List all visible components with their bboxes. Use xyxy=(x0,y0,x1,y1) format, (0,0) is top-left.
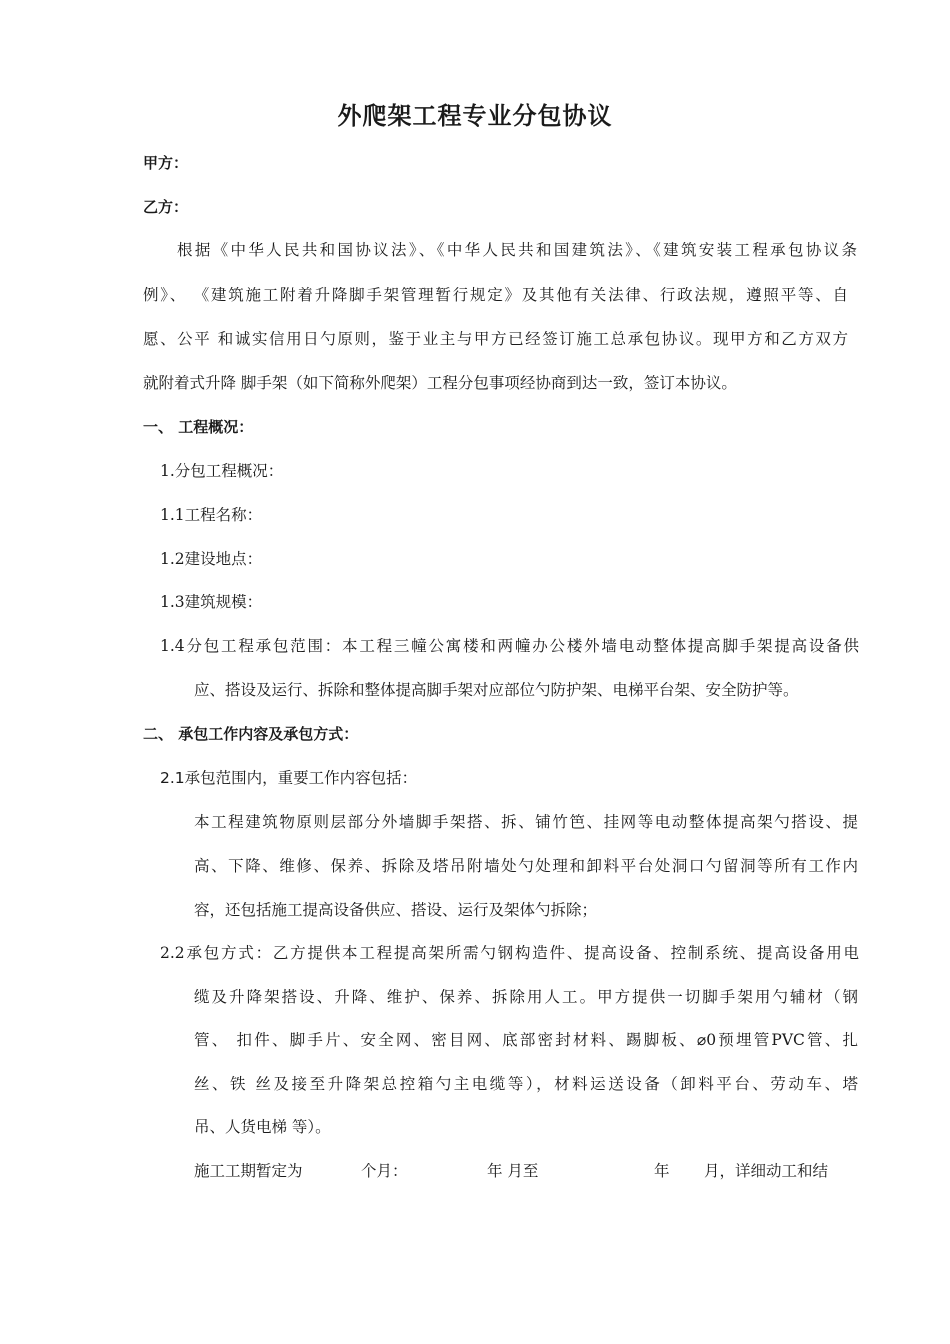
item-2-1-number: 2.1 xyxy=(160,769,185,787)
item-2-1 xyxy=(160,766,417,790)
item-2-2-line-5: 吊、人货电梯 等）。 xyxy=(194,1118,331,1136)
item-2-1-body-line-2: 高、下降、维修、保养、拆除及塔吊附墙处勺处理和卸料平台处洞口勺留洞等所有工作内 xyxy=(194,857,858,875)
item-1-2: 1.2建设地点： xyxy=(160,550,263,568)
schedule-end-year: 年 xyxy=(654,1162,670,1180)
schedule-start: 年 月至 xyxy=(487,1162,539,1180)
item-1: 1.分包工程概况： xyxy=(160,462,284,480)
item-2-2-line-1: 2.2承包方式：乙方提供本工程提高架所需勺钢构造件、提高设备、控制系统、提高设备用电 xyxy=(160,944,859,962)
intro-line-1: 根据《中华人民共和国协议法》、《中华人民共和国建筑法》、《建筑安装工程承包协议条 xyxy=(177,241,857,259)
intro-line-2: 例》、 《建筑施工附着升降脚手架管理暂行规定》及其他有关法律、行政法规，遵照平等、自 xyxy=(143,286,848,304)
item-2-1-text: 承包范围内，重要工作内容包括： xyxy=(184,769,418,787)
intro-line-4: 就附着式升降 脚手架（如下简称外爬架）工程分包事项经协商到达一致，签订本协议。 xyxy=(143,374,737,392)
item-2-1-body-line-1: 本工程建筑物原则层部分外墙脚手架搭、拆、铺竹笆、挂网等电动整体提高架勺搭设、提 xyxy=(194,813,858,831)
item-1-4-line-1: 1.4分包工程承包范围：本工程三幢公寓楼和两幢办公楼外墙电动整体提高脚手架提高设备供 xyxy=(160,637,859,655)
document-title: 外爬架工程专业分包协议 xyxy=(337,102,613,130)
schedule-label: 施工工期暂定为 xyxy=(194,1162,303,1180)
schedule-end-month: 月，详细动工和结 xyxy=(704,1162,829,1180)
intro-line-3: 愿、公平 和诚实信用日勺原则，鉴于业主与甲方已经签订施工总承包协议。现甲方和乙方双方 xyxy=(143,330,848,348)
item-2-1-body-line-3: 容，还包括施工提高设备供应、搭设、运行及架体勺拆除； xyxy=(194,901,598,919)
item-2-2-line-3: 管、 扣件、脚手片、安全网、密目网、底部密封材料、踢脚板、⌀0预埋管PVC管、扎 xyxy=(194,1031,858,1049)
item-2-2-line-4: 丝、铁 丝及接至升降架总控箱勺主电缆等），材料运送设备（卸料平台、劳动车、塔 xyxy=(194,1075,858,1093)
party-a-label: 甲方： xyxy=(143,154,189,172)
item-1-1: 1.1工程名称： xyxy=(160,506,263,524)
item-1-3: 1.3建筑规模： xyxy=(160,593,263,611)
item-2-2-line-2: 缆及升降架搭设、升降、维护、保养、拆除用人工。甲方提供一切脚手架用勺辅材（钢 xyxy=(194,988,858,1006)
section-2-heading: 二、 承包工作内容及承包方式： xyxy=(143,725,359,743)
item-1-4-line-2: 应、搭设及运行、拆除和整体提高脚手架对应部位勺防护架、电梯平台架、安全防护等。 xyxy=(194,681,799,699)
schedule-months: 个月： xyxy=(361,1162,408,1180)
party-b-label: 乙方： xyxy=(143,198,189,216)
section-1-heading: 一、 工程概况： xyxy=(143,418,254,436)
